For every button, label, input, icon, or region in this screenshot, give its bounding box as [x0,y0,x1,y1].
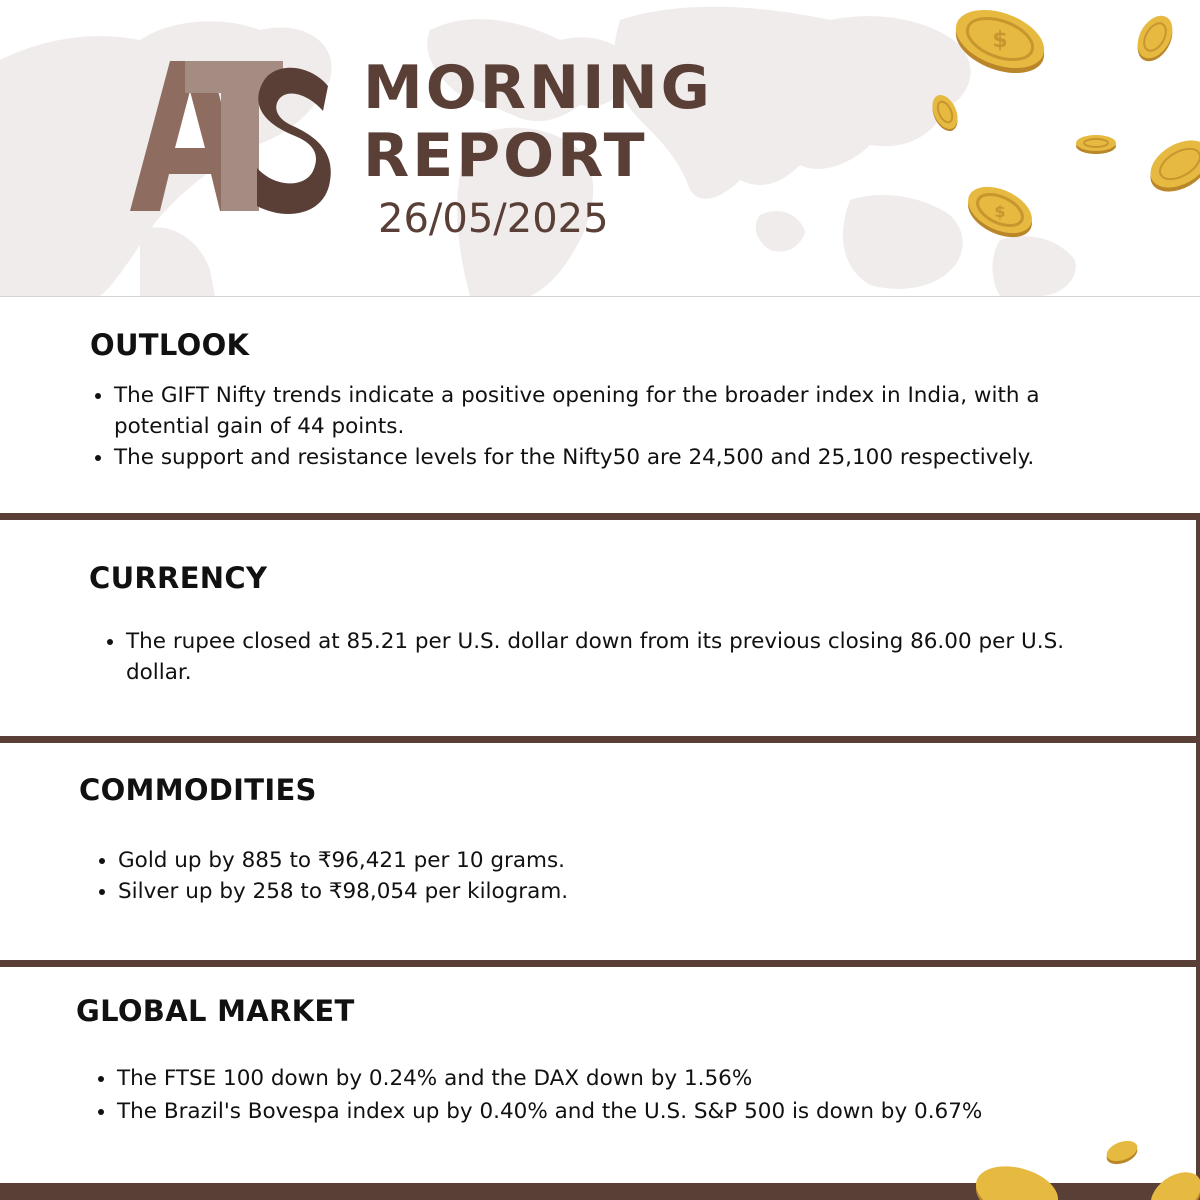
report-header [0,0,1200,297]
global-market-heading: GLOBAL MARKET [76,994,355,1028]
gold-coin-icon [1134,12,1176,64]
gold-coin-icon [928,92,962,134]
global-market-bullet-list [95,1062,1117,1128]
commodities-bullet-list [96,845,1118,907]
section-divider [0,513,1200,520]
outlook-bullet-list [92,380,1114,473]
gold-coin-icon [962,182,1038,240]
gold-coin-icon [1150,136,1200,192]
list-item: • The Brazil's Bovespa index up by 0.40% and the U.S. S&P 500 is down by 0.67% [117,1095,1117,1128]
list-item: • The FTSE 100 down by 0.24% and the DAX down by 1.56% [117,1062,1117,1095]
svg-text:$: $ [994,202,1006,221]
list-item: • Silver up by 258 to ₹98,054 per kilogram. [118,876,1118,907]
section-border [1196,520,1200,736]
section-divider [0,736,1200,743]
list-item: • The rupee closed at 85.21 per U.S. dollar down from its previous closing 86.00 per U.S. dollar. [126,626,1116,688]
list-item: • The support and resistance levels for the Nifty50 are 24,500 and 25,100 respectively. [114,442,1114,473]
currency-heading: CURRENCY [89,561,268,595]
commodities-heading: COMMODITIES [79,773,317,807]
commodities-section [0,743,1200,960]
gold-coin-icon [1104,1137,1140,1167]
outlook-heading: OUTLOOK [90,328,250,362]
outlook-section [0,297,1200,513]
ats-logo [125,56,335,216]
report-date: 26/05/2025 [378,196,609,242]
list-item: • The GIFT Nifty trends indicate a positive opening for the broader index in India, with a potential gain of 44 points. [114,380,1114,442]
report-title-line1: MORNING [363,53,713,123]
section-border [1196,743,1200,960]
list-item: • Gold up by 885 to ₹96,421 per 10 grams. [118,845,1118,876]
gold-coin-icon [1074,132,1118,156]
currency-bullet-list [104,626,1116,688]
report-title-line2: REPORT [363,121,648,191]
gold-coin-icon [1142,1172,1200,1200]
global-market-section [0,967,1200,1183]
svg-text:$: $ [992,28,1008,53]
currency-section [0,520,1200,736]
section-border [1196,967,1200,1183]
gold-coin-icon [950,6,1050,74]
gold-coin-icon [972,1166,1062,1200]
section-divider [0,960,1200,967]
